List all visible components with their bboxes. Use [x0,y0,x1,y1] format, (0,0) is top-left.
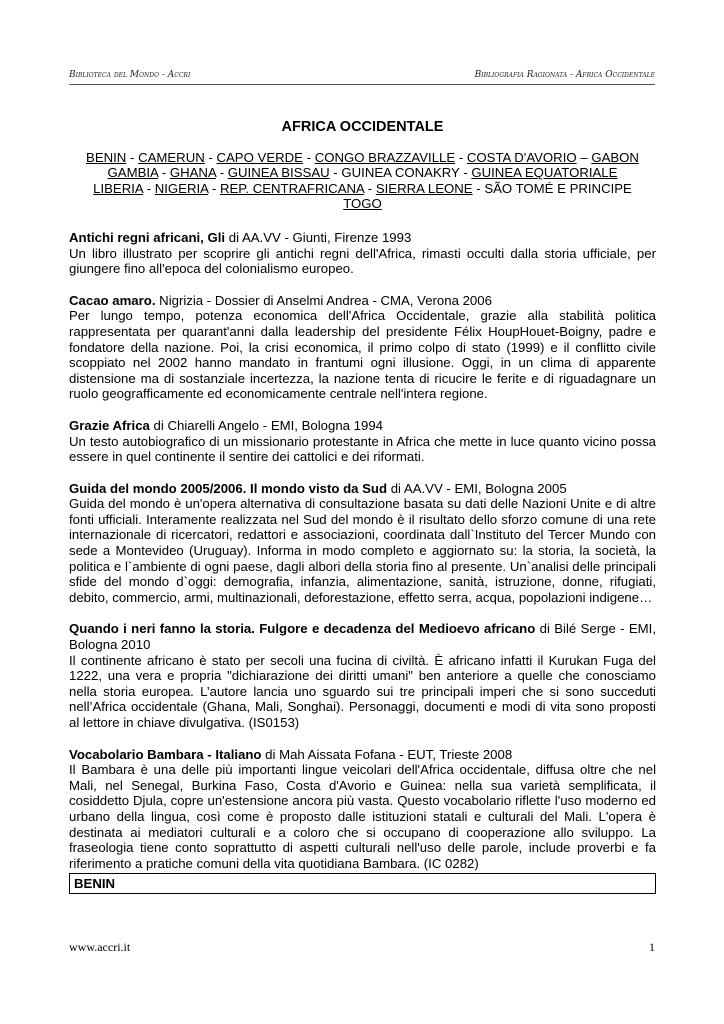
book-meta: di Chiarelli Angelo - EMI, Bologna 1994 [149,417,383,433]
book-title: Vocabolario Bambara - Italiano [69,746,262,762]
header-right: Bibliografia Ragionata - Africa Occidentale [474,70,655,80]
nav-text-sao-tome: SÃO TOMÉ E PRINCIPE [484,180,632,196]
nav-link-liberia[interactable]: LIBERIA [93,180,143,196]
country-nav: BENIN - CAMERUN - CAPO VERDE - CONGO BRAZZAVILLE - COSTA D'AVORIO – GABON GAMBIA - GHANA - GUINEA BISSAU - GUINEA CONAKRY - GUINEA EQUATORIALE LIBERIA - NIGERIA - REP. CENTRAFRICANA - SIERRA LEONE - SÃO TOMÉ E PRINCIPE TOGO [86,149,639,212]
book-entry [69,230,656,277]
running-header [69,64,655,85]
nav-link-ghana[interactable]: GHANA [169,165,217,181]
nav-link-congo[interactable]: CONGO BRAZZAVILLE [314,149,456,165]
header-left: Biblioteca del Mondo - Accri [69,70,191,80]
nav-text-guinea-conakry: GUINEA CONAKRY [341,165,460,181]
section-heading-box: BENIN [69,873,656,894]
book-description: Il continente africano è stato per secoli una fucina di civiltà. È africano infatti il Kurukan Fuga del 1222, una vera e propria "dichiarazione dei diritti umani" ben anteriore a quelle che conosciamo nella storia europea. L’autore lancia uno sguardo sui tre principali imperi che si sono succeduti nell’Africa occidentale (Ghana, Mali, Songhai). Personaggi, documenti e modi di vita sono proposti al lettore in chiave divulgativa. (IS0153) [69,652,656,730]
book-meta: di Bilé Serge - EMI, Bologna 2010 [69,621,656,653]
page-title: AFRICA OCCIDENTALE [281,119,444,135]
book-entry [69,621,656,730]
book-description: Guida del mondo è un'opera alternativa di consultazione basata su dati delle Nazioni Unite e di altre fonti ufficiali. Interamente realizzata nel Sud del mondo è il risultato dello sforzo comune di una rete internazionale di ricercatori, redattori e associazioni, coordinata dall`Instituto del Tercer Mundo con sede a Montevideo (Uruguay). Informa in modo completo e aggiornato su: la storia, la società, la politica e l`ambiente di ogni paese, dagli albori della storia fino al presente. Un`analisi delle principali sfide del mondo d`oggi: demografia, infanzia, alimentazione, sanità, istruzione, donne, rifugiati, debito, commercio, armi, multinazionali, deforestazione, effetto serra, acqua, popolazioni indigene… [69,496,656,605]
nav-link-costa-avorio[interactable]: COSTA D'AVORIO [466,149,577,165]
main-content [69,112,656,894]
book-entry [69,293,656,402]
book-entry [69,747,656,872]
book-entry [69,481,656,606]
nav-link-rep-centrafricana[interactable]: REP. CENTRAFRICANA [219,180,365,196]
nav-link-gambia[interactable]: GAMBIA [107,165,159,181]
book-description: Un testo autobiografico di un missionario protestante in Africa che mette in luce quanto vicino possa essere in quel continente il sentire dei cattolici e dei riformati. [69,433,656,465]
book-meta: Nigrizia - Dossier di Anselmi Andrea - CMA, Verona 2006 [155,292,492,308]
book-entry [69,418,656,465]
page-number: 1 [649,940,655,954]
book-title: Grazie Africa [69,417,150,433]
book-title: Guida del mondo 2005/2006. Il mondo visto da Sud [69,480,388,496]
nav-link-camerun[interactable]: CAMERUN [138,149,205,165]
nav-link-benin[interactable]: BENIN [86,149,127,165]
book-meta: di AA.VV - EMI, Bologna 2005 [387,480,567,496]
book-meta: di AA.VV - Giunti, Firenze 1993 [225,229,412,245]
nav-link-guinea-bissau[interactable]: GUINEA BISSAU [227,165,330,181]
book-description: Un libro illustrato per scoprire gli antichi regni dell'Africa, rimasti occulti dalla storia ufficiale, per giungere fino all'epoca del colonialismo europeo. [69,245,656,277]
book-title: Cacao amaro. [69,292,156,308]
nav-link-capo-verde[interactable]: CAPO VERDE [216,149,303,165]
nav-link-gabon[interactable]: GABON [591,149,639,165]
book-meta: di Mah Aissata Fofana - EUT, Trieste 2008 [261,746,513,762]
book-description: Il Bambara è una delle più importanti lingue veicolari dell'Africa occidentale, diffusa oltre che nel Mali, nel Senegal, Burkina Faso, Costa d'Avorio e Guinea: nella sua varietà semplificata, il cosiddetto Djula, copre un'estensione ancora più vasta. Questo vocabolario riflette l'uso moderno ed urbano della lingua, così come è proposto dalle istituzioni statali e culturali del Mali. L'opera è destinata ai mediatori culturali e a coloro che si occupano di cooperazione allo sviluppo. La fraseologia tiene conto soprattutto di aspetti culturali nell'uso delle parole, include proverbi e fa riferimento a pratiche comuni della vita quotidiana Bambara. (IC 0282) [69,762,656,871]
book-title: Antichi regni africani, Gli [69,229,226,245]
nav-link-sierra-leone[interactable]: SIERRA LEONE [375,180,473,196]
nav-link-togo[interactable]: TOGO [343,196,382,212]
nav-link-nigeria[interactable]: NIGERIA [154,180,209,196]
nav-link-guinea-equatoriale[interactable]: GUINEA EQUATORIALE [471,165,618,181]
book-title: Quando i neri fanno la storia. Fulgore e decadenza del Medioevo africano [69,621,536,637]
footer-site: www.accri.it [69,940,131,954]
book-description: Per lungo tempo, potenza economica dell'Africa Occidentale, grazie alla stabilità politica rappresentata per quarant'anni dalla leadership del presidente Félix HoupHouet-Boigny, padre e fondatore della nazione. Poi, la crisi economica, il primo colpo di stato (1999) e il conflitto civile scoppiato nel 2002 hanno mandato in frantumi ogni illusione. Oggi, in un clima di apparente distensione ma di sostanziale incertezza, la nazione tenta di ricucire le ferite e di riguadagnare un ruolo geografficamente ed economicamente centrale nell'intera regione. [69,308,656,402]
